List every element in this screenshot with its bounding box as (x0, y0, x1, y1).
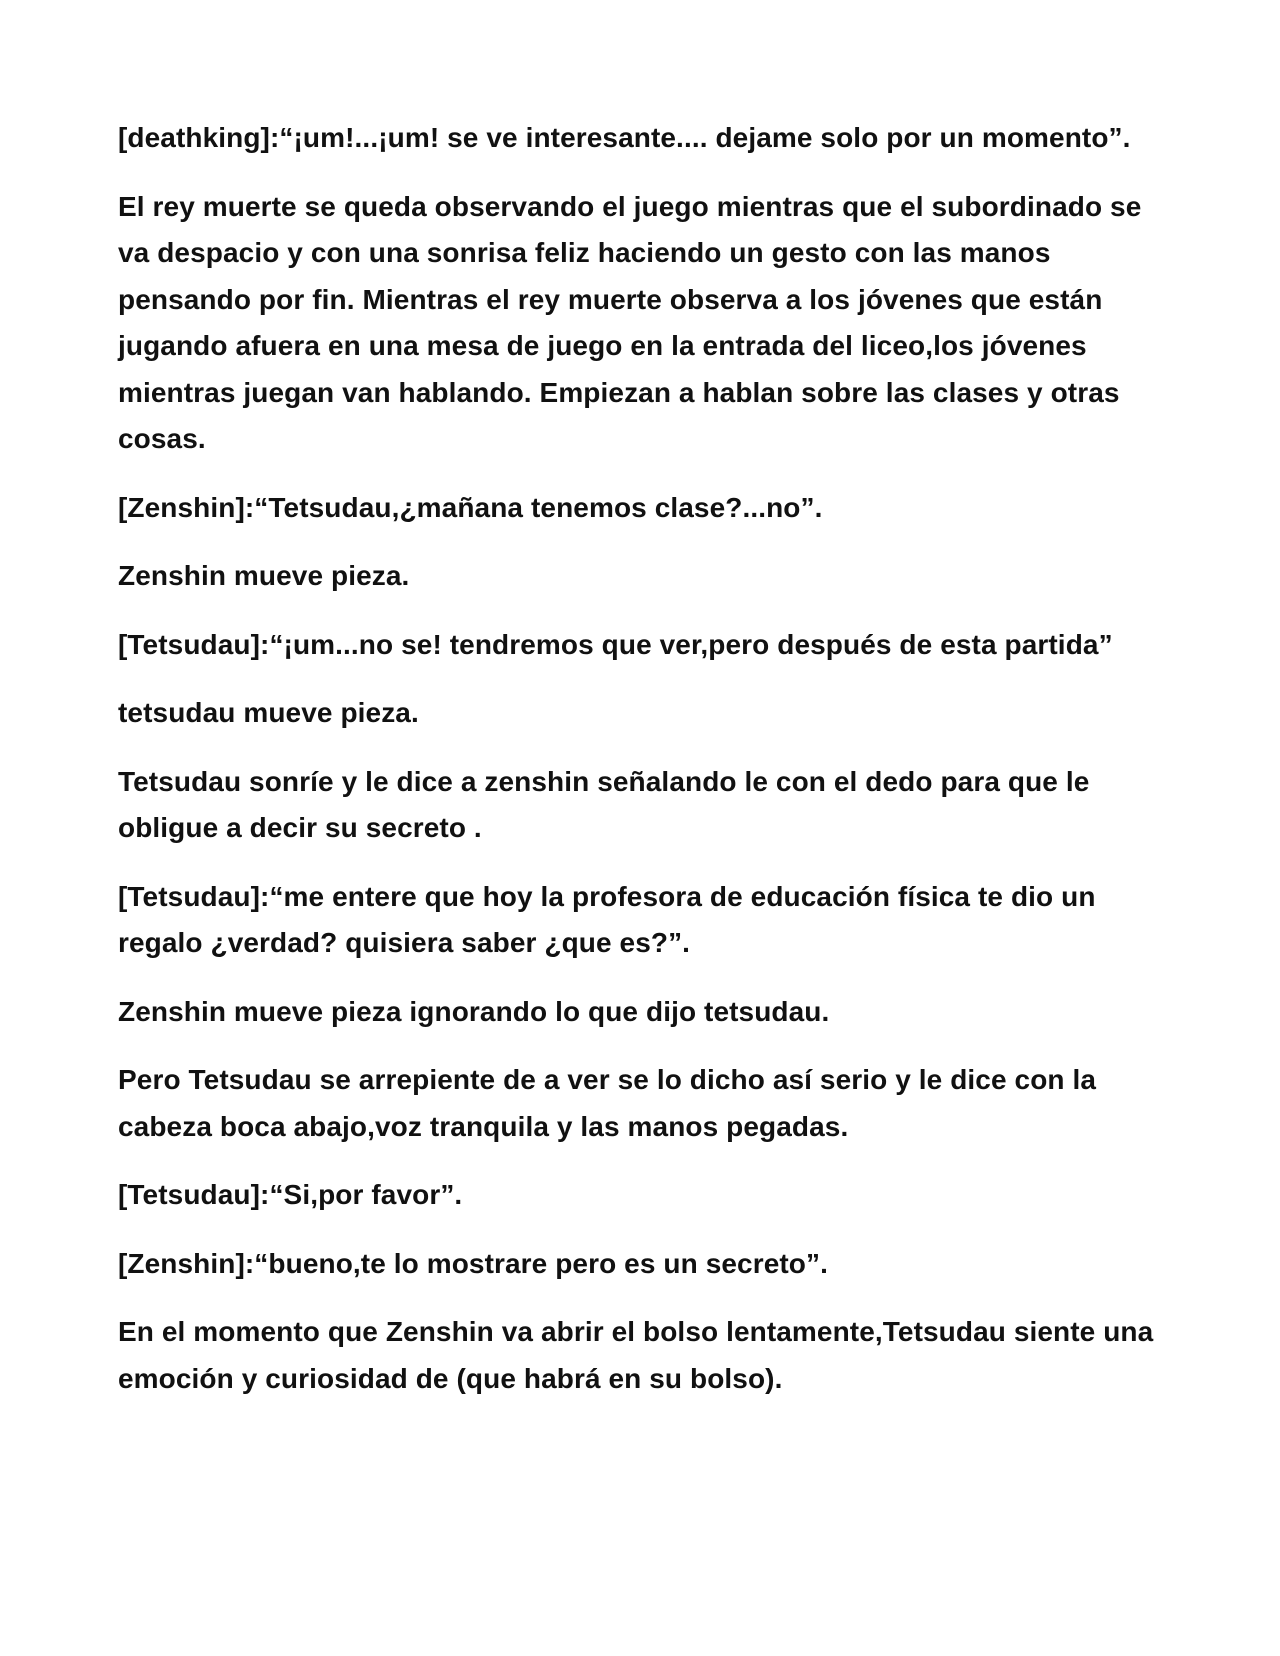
paragraph-tetsudau-regrets: Pero Tetsudau se arrepiente de a ver se lo dicho así serio y le dice con la cabeza boca abajo,voz tranquila y las manos pegadas. (118, 1064, 1097, 1142)
paragraph-tetsudau-move: tetsudau mueve pieza. (118, 697, 419, 728)
paragraph-tetsudau-gift-question: [Tetsudau]:“me entere que hoy la profesora de educación física te dio un regalo ¿verdad? quisiera saber ¿que es?”. (118, 880, 1096, 958)
paragraph-zenshin-question: [Zenshin]:“Tetsudau,¿mañana tenemos clase?...no”. (118, 491, 823, 523)
document-body (118, 115, 1178, 1424)
paragraph-zenshin-move: Zenshin mueve pieza. (118, 560, 410, 591)
paragraph-opening-bag: En el momento que Zenshin va abrir el bolso lentamente,Tetsudau siente una emoción y curiosidad de (que habrá en su bolso). (118, 1316, 1154, 1394)
paragraph-tetsudau-smiles: Tetsudau sonríe y le dice a zenshin señalando le con el dedo para que le obligue a decir su secreto . (118, 765, 1090, 843)
paragraph-deathking-line: [deathking]:“¡um!...¡um! se ve interesante.... dejame solo por un momento”. (118, 122, 1131, 153)
paragraph-tetsudau-reply: [Tetsudau]:“¡um...no se! tendremos que ver,pero después de esta partida” (118, 628, 1113, 660)
paragraph-tetsudau-please: [Tetsudau]:“Si,por favor”. (118, 1179, 463, 1210)
paragraph-zenshin-secret: [Zenshin]:“bueno,te lo mostrare pero es un secreto”. (118, 1247, 828, 1279)
paragraph-narration-observation: El rey muerte se queda observando el juego mientras que el subordinado se va despacio y con una sonrisa feliz haciendo un gesto con las manos pensando por fin. Mientras el rey muerte observa a los jóvenes que están jugando afuera en una mesa de juego en la entrada del liceo,los jóvenes mientras juegan van hablando. Empiezan a hablan sobre las clases y otras cosas. (118, 190, 1142, 454)
paragraph-zenshin-ignores: Zenshin mueve pieza ignorando lo que dijo tetsudau. (118, 995, 830, 1027)
